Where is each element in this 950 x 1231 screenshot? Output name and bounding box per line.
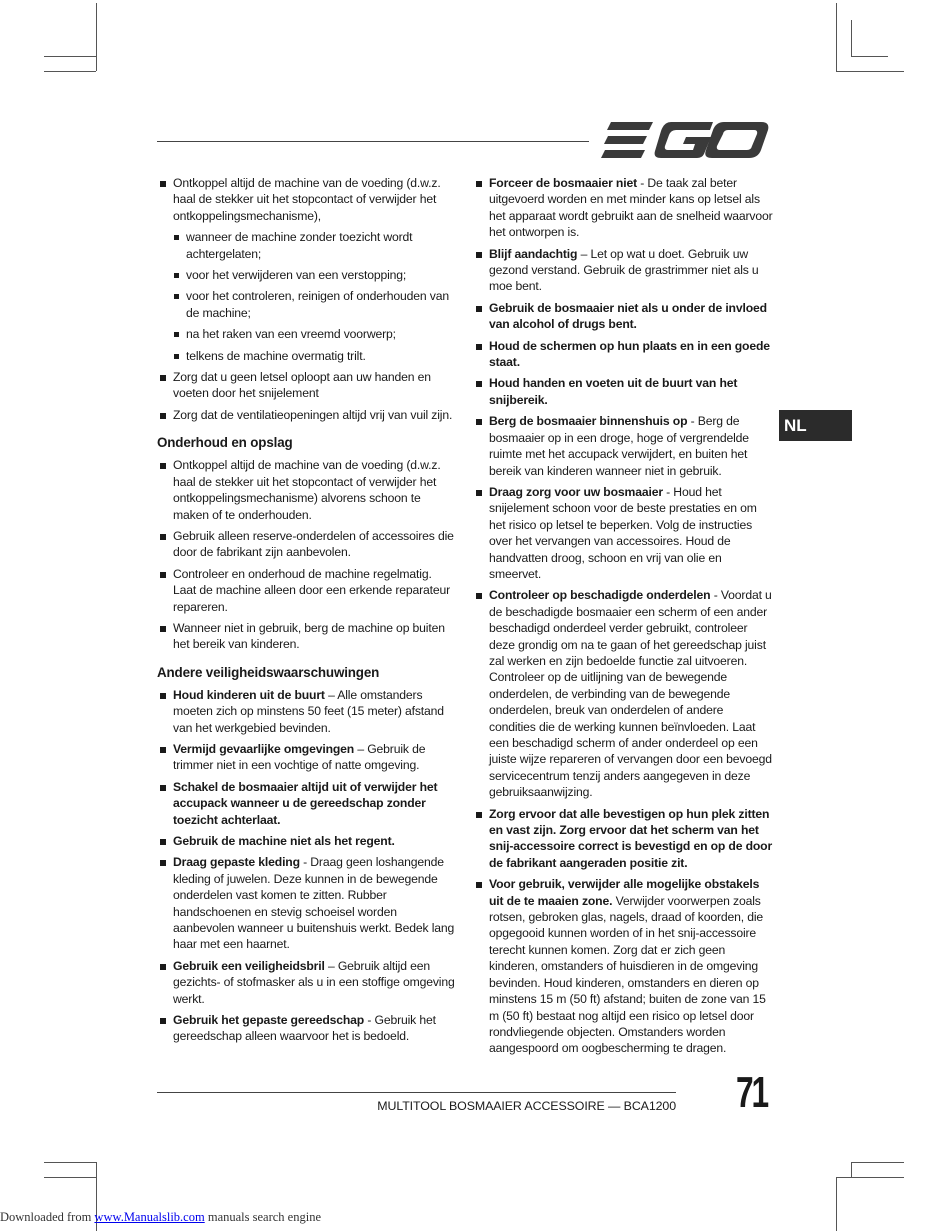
list-item: Zorg ervoor dat alle bevestigen op hun plek zitten en vast zijn. Zorg ervoor dat het scherm van het snij-accessoire correct is bevestigd en op de door de fabrikant aangeraden positie zit. [473, 806, 773, 872]
list-item: Ontkoppel altijd de machine van de voeding (d.w.z. haal de stekker uit het stopcontact of verwijder het ontkoppelingsmechanisme), wanneer de machine zonder toezicht wordt achtergelaten; voor het verwijderen van een verstopping; voor het controleren, reinigen of onderhouden van de machine; na het raken van een vreemd voorwerp; telkens de machine overmatig trilt. [157, 175, 455, 364]
safety-warnings-list [157, 687, 455, 1045]
crop-mark [851, 1162, 904, 1163]
list-item: Draag gepaste kleding - Draag geen loshangende kleding of juwelen. Deze kunnen in de bewegende onderdelen vast komen te zitten. Rubber handschoenen en stevig schoeisel worden aanbevolen wanneer u buitenshuis werkt. Bedek lang haar met een haarnet. [157, 854, 455, 952]
language-tab: NL [779, 410, 852, 441]
right-column [473, 175, 773, 1062]
page-number: 71 [736, 1068, 767, 1117]
list-item: Vermijd gevaarlijke omgevingen – Gebruik de trimmer niet in een vochtige of natte omgeving. [157, 741, 455, 774]
header-rule [157, 141, 589, 142]
sub-list-item: voor het verwijderen van een verstopping; [173, 267, 455, 283]
list-item: Zorg dat de ventilatieopeningen altijd vrij van vuil zijn. [157, 407, 455, 423]
sub-list-item: wanneer de machine zonder toezicht wordt achtergelaten; [173, 229, 455, 262]
list-item: Houd de schermen op hun plaats en in een goede staat. [473, 338, 773, 371]
crop-mark [836, 1177, 837, 1231]
crop-mark [44, 71, 96, 72]
list-item: Gebruik alleen reserve-onderdelen of accessoires die door de fabrikant zijn aanbevolen. [157, 528, 455, 561]
maintenance-list [157, 457, 455, 652]
list-item: Blijf aandachtig – Let op wat u doet. Gebruik uw gezond verstand. Gebruik de grastrimmer niet als u moe bent. [473, 246, 773, 295]
list-item: Gebruik het gepaste gereedschap - Gebruik het gereedschap alleen waarvoor het is bedoeld. [157, 1012, 455, 1045]
sub-list-item: na het raken van een vreemd voorwerp; [173, 326, 455, 342]
list-item: Gebruik een veiligheidsbril – Gebruik altijd een gezichts- of stofmasker als u in een stoffige omgeving werkt. [157, 958, 455, 1007]
section-heading-maintenance: Onderhoud en opslag [157, 435, 293, 451]
list-item: Wanneer niet in gebruik, berg de machine op buiten het bereik van kinderen. [157, 620, 455, 653]
crop-mark [44, 1162, 96, 1163]
download-watermark: Downloaded from www.Manualslib.com manuals search engine [0, 1210, 321, 1224]
crop-mark [44, 56, 96, 57]
list-item: Gebruik de machine niet als het regent. [157, 833, 455, 849]
footer-title: MULTITOOL BOSMAAIER ACCESSOIRE — BCA1200 [377, 1099, 676, 1113]
left-column [157, 175, 455, 1050]
crop-mark [96, 3, 97, 71]
list-item: Houd kinderen uit de buurt – Alle omstanders moeten zich op minstens 50 feet (15 meter) afstand van het werkgebied bevinden. [157, 687, 455, 736]
sub-list-item: voor het controleren, reinigen of onderhouden van de machine; [173, 288, 455, 321]
crop-mark [44, 1177, 96, 1178]
unplug-list [157, 175, 455, 423]
list-item: Controleer en onderhoud de machine regelmatig. Laat de machine alleen door een erkende reparateur repareren. [157, 566, 455, 615]
list-item: Houd handen en voeten uit de buurt van het snijbereik. [473, 375, 773, 408]
sub-list [173, 229, 455, 364]
list-item: Controleer op beschadigde onderdelen - Voordat u de beschadigde bosmaaier een scherm of een ander beschadigd onderdeel verder gebruikt, controleer deze grondig om na te gaan of het gereedschap juist zal werken en zijn bedoelde functie zal uitvoeren. Controleer op de uitlijning van de bewegende onderdelen, de verbinding van de bewegende onderdelen, breuk van onderdelen of andere condities die de werking kunnen beïnvloeden. Laat een beschadigd scherm of ander onderdeel op een juiste wijze repareren of vervangen door een bevoegd servicecentrum tenzij anders aangegeven in deze gebruiksaanwijzing. [473, 587, 773, 800]
crop-mark [836, 71, 904, 72]
crop-mark [851, 1162, 852, 1177]
ego-logo [601, 119, 771, 163]
safety-list-continued [473, 175, 773, 1057]
list-item: Zorg dat u geen letsel oploopt aan uw handen en voeten door het snijelement [157, 369, 455, 402]
list-item: Schakel de bosmaaier altijd uit of verwijder het accupack wanneer u de gereedschap zonder toezicht achterlaat. [157, 779, 455, 828]
list-item: Voor gebruik, verwijder alle mogelijke obstakels uit de te maaien zone. Verwijder voorwerpen zoals rotsen, gebroken glas, nagels, draad of koorden, die opgegooid kunnen worden of in het snij-accessoire terecht kunnen komen. Zorg dat er zich geen kinderen, omstanders of huisdieren in de omgeving bevinden. Houd kinderen, omstanders en dieren op minstens 15 m (50 ft) afstand; buiten de zone van 15 m (50 ft) bestaat nog altijd een risico op letsel door rondvliegende objecten. Omstanders worden aangespoord om oogbescherming te dragen. [473, 876, 773, 1056]
list-item: Ontkoppel altijd de machine van de voeding (d.w.z. haal de stekker uit het stopcontact of verwijder het ontkoppelingsmechanisme) alvorens schoon te maken of te onderhouden. [157, 457, 455, 523]
list-item: Forceer de bosmaaier niet - De taak zal beter uitgevoerd worden en met minder kans op letsel als het apparaat wordt gebruikt aan de snelheid waarvoor het ontworpen is. [473, 175, 773, 241]
list-item: Berg de bosmaaier binnenshuis op - Berg de bosmaaier op in een droge, hoge of vergrendelde ruimte met het accupack verwijdert, en buiten het bereik van kinderen wanneer niet in gebruik. [473, 413, 773, 479]
crop-mark [836, 1177, 904, 1178]
manualslib-link[interactable]: www.Manualslib.com [94, 1210, 205, 1224]
footer-rule [157, 1092, 676, 1093]
crop-mark [851, 56, 888, 57]
section-heading-safety-warnings: Andere veiligheidswaarschuwingen [157, 664, 380, 680]
list-item: Draag zorg voor uw bosmaaier - Houd het snijelement schoon voor de beste prestaties en om het risico op letsel te beperken. Volg de instructies over het vervangen van accessoires. Houd de handvatten droog, schoon en vrij van olie en smeervet. [473, 484, 773, 582]
crop-mark [851, 20, 852, 56]
sub-list-item: telkens de machine overmatig trilt. [173, 348, 455, 364]
crop-mark [836, 3, 837, 71]
list-item: Gebruik de bosmaaier niet als u onder de invloed van alcohol of drugs bent. [473, 300, 773, 333]
